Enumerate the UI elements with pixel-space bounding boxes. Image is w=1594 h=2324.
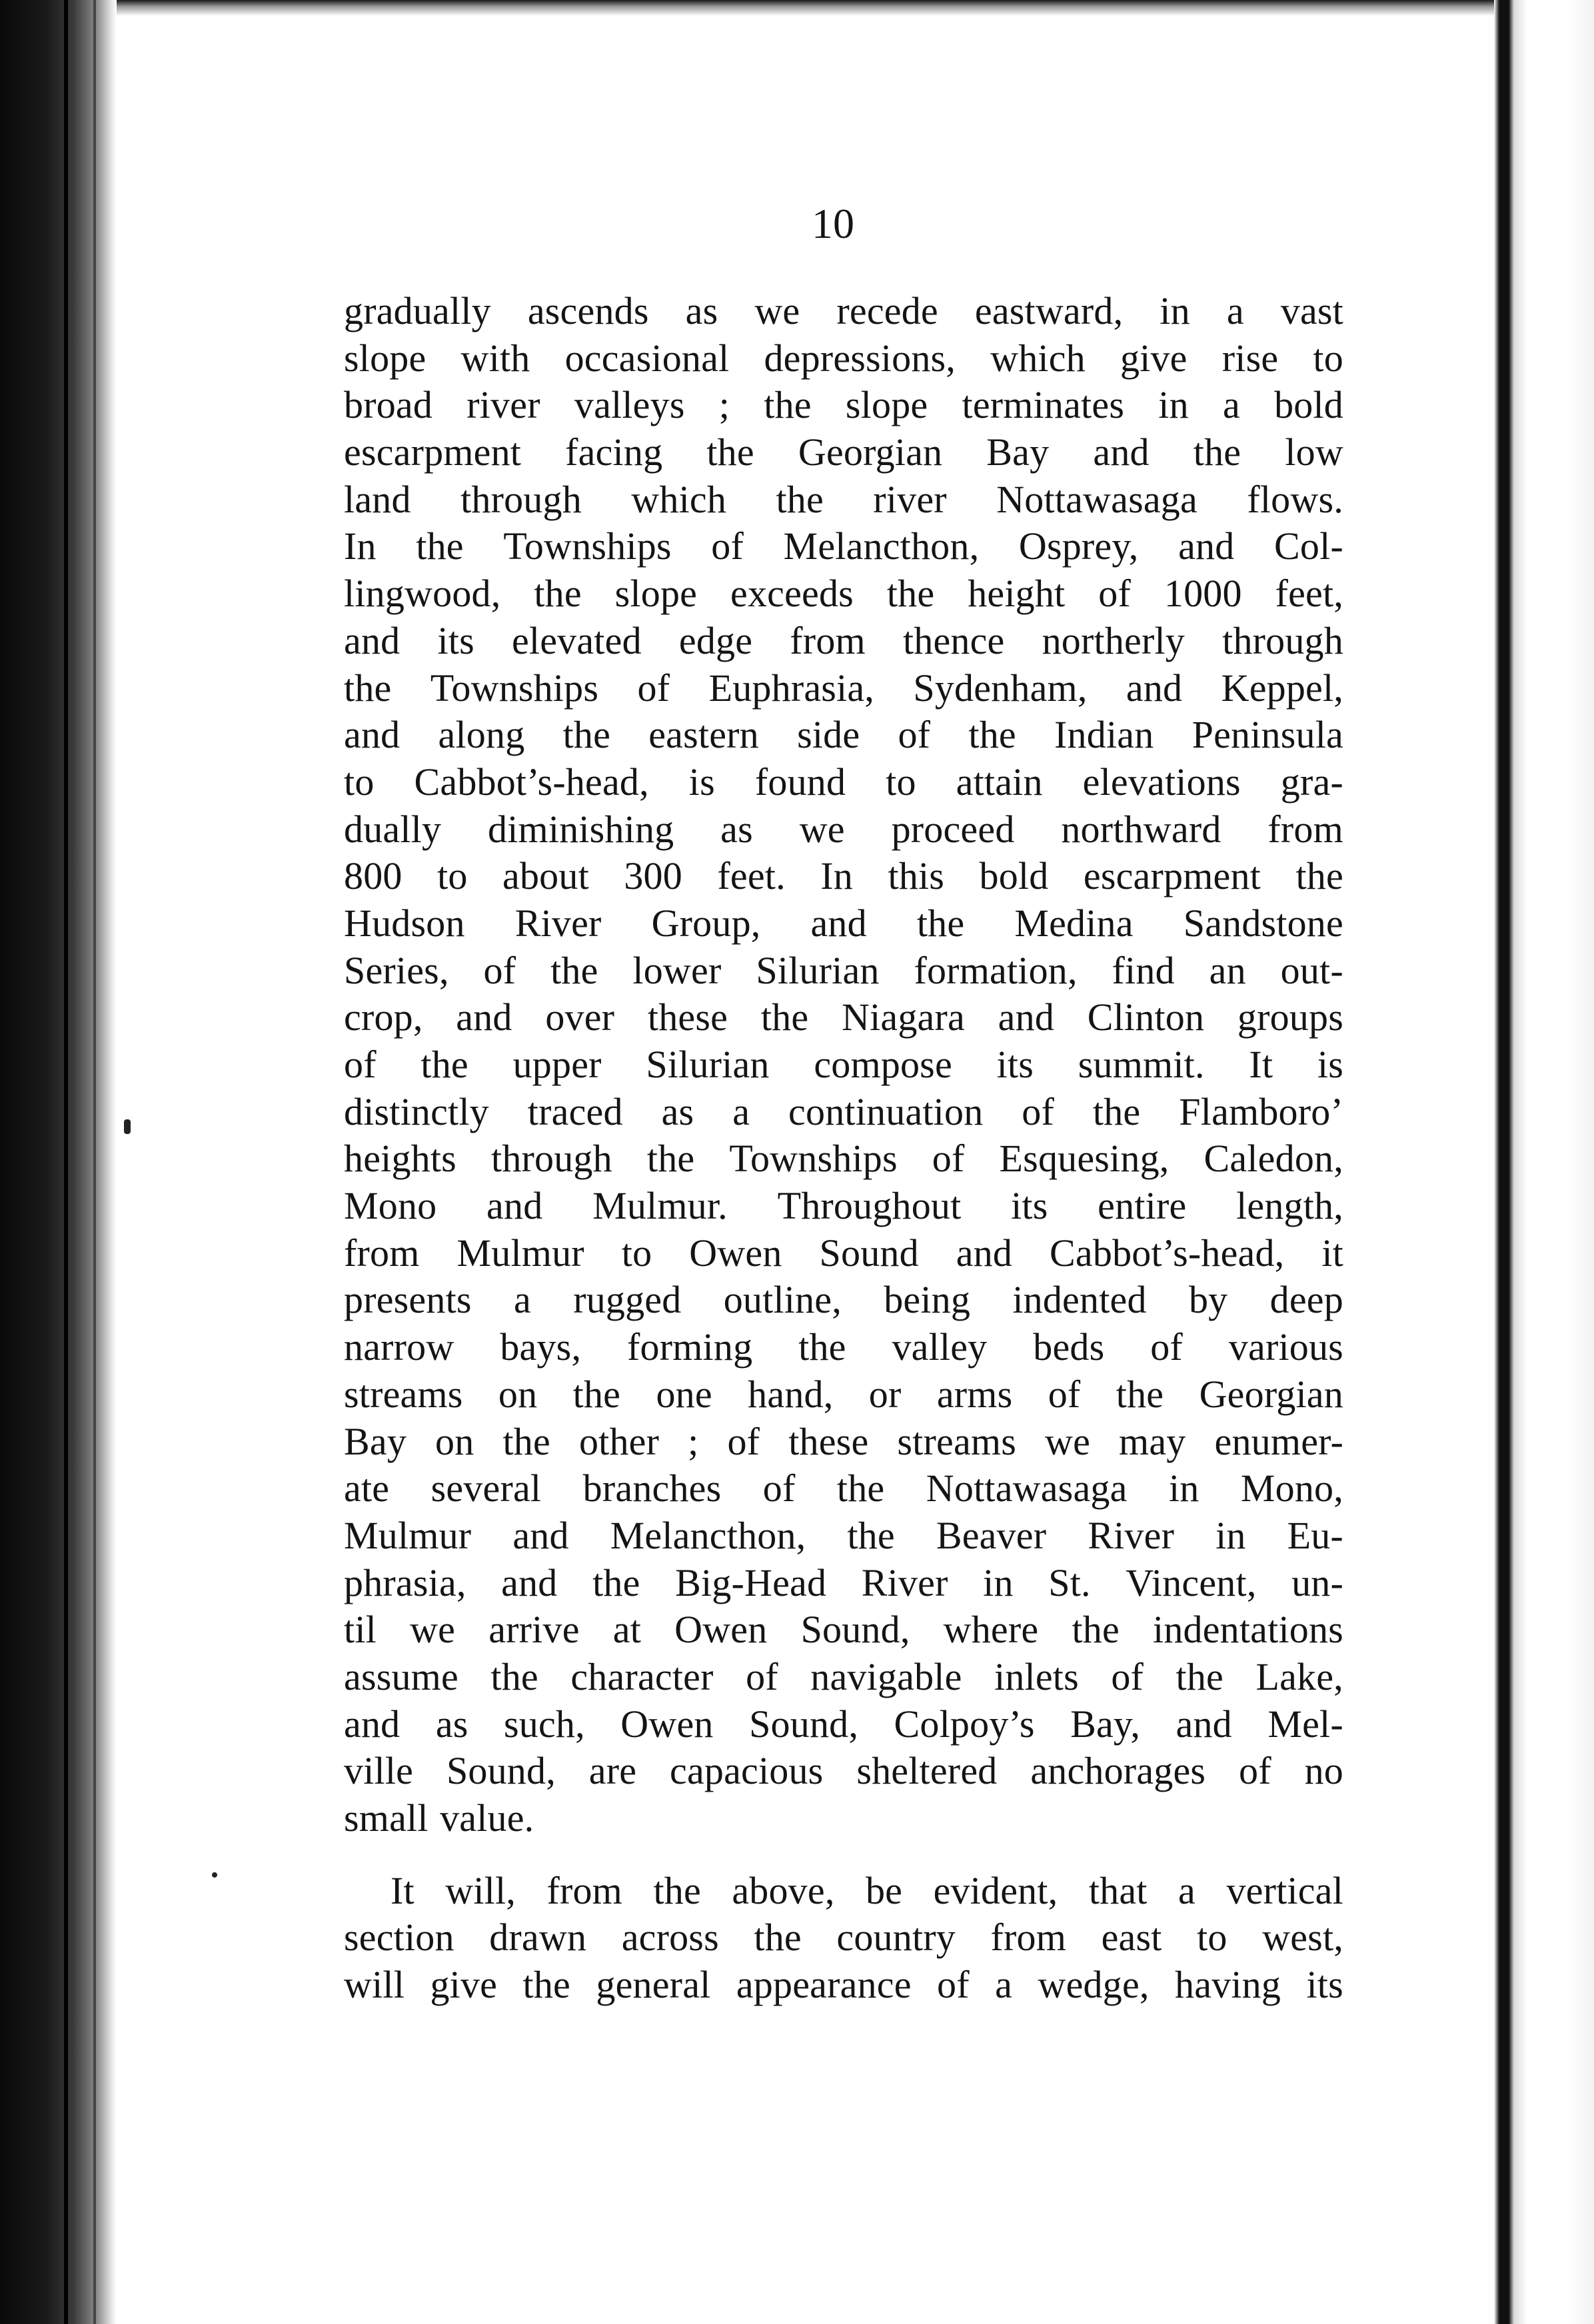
text-line: crop, and over these the Niagara and Clinton groups [344, 995, 1343, 1039]
scan-rule-line [93, 0, 96, 2324]
text-line: assume the character of navigable inlets of the Lake, [344, 1654, 1343, 1698]
text-line: dually diminishing as we proceed northward from [344, 807, 1343, 851]
text-line: to Cabbot’s-head, is found to attain elevations gra- [344, 760, 1343, 804]
text-line: ville Sound, are capacious sheltered anchorages of no [344, 1749, 1343, 1793]
scan-rule-line [64, 0, 68, 2324]
text-line: distinctly traced as a continuation of the Flamboro’ [344, 1089, 1343, 1133]
text-line: and its elevated edge from thence northerly through [344, 618, 1343, 662]
text-line: the Townships of Euphrasia, Sydenham, and Keppel, [344, 666, 1343, 710]
text-line: will give the general appearance of a wedge, having its [344, 1963, 1343, 2007]
text-line: lingwood, the slope exceeds the height of 1000 feet, [344, 572, 1343, 616]
text-line: small value. [344, 1796, 534, 1840]
text-line: streams on the one hand, or arms of the Georgian [344, 1372, 1343, 1416]
text-line: of the upper Silurian compose its summit. It is [344, 1043, 1343, 1086]
scan-border-right [1494, 0, 1594, 2324]
text-line: gradually ascends as we recede eastward, in a vast [344, 289, 1343, 332]
text-line: slope with occasional depressions, which give rise to [344, 336, 1343, 380]
text-line: Hudson River Group, and the Medina Sandstone [344, 901, 1343, 945]
scan-border-top [117, 0, 1494, 16]
text-line: section drawn across the country from east to west, [344, 1916, 1343, 1960]
text-line: land through which the river Nottawasaga flows. [344, 477, 1343, 521]
text-line: and along the eastern side of the Indian Peninsula [344, 713, 1343, 757]
text-line: and as such, Owen Sound, Colpoy’s Bay, and Mel- [344, 1702, 1343, 1746]
text-line: phrasia, and the Big-Head River in St. Vincent, un- [344, 1560, 1343, 1604]
page-number: 10 [812, 200, 854, 247]
scan-speck [124, 1119, 131, 1134]
text-line: from Mulmur to Owen Sound and Cabbot’s-head, it [344, 1231, 1343, 1275]
body-text [344, 288, 1343, 2009]
text-line: 800 to about 300 feet. In this bold escarpment the [344, 854, 1343, 898]
text-line: Mono and Mulmur. Throughout its entire length, [344, 1184, 1343, 1228]
text-line: escarpment facing the Georgian Bay and the low [344, 430, 1343, 474]
text-line: broad river valleys ; the slope terminates in a bold [344, 383, 1343, 427]
text-line: til we arrive at Owen Sound, where the indentations [344, 1608, 1343, 1652]
text-line: In the Townships of Melancthon, Osprey, and Col- [344, 524, 1343, 568]
text-line: heights through the Townships of Esquesing, Caledon, [344, 1137, 1343, 1181]
text-line: Bay on the other ; of these streams we may enumer- [344, 1419, 1343, 1463]
text-line: Mulmur and Melancthon, the Beaver River in Eu- [344, 1513, 1343, 1557]
scan-speck [212, 1872, 217, 1878]
text-line: It will, from the above, be evident, that a vertical [391, 1868, 1343, 1912]
text-line: ate several branches of the Nottawasaga in Mono, [344, 1466, 1343, 1510]
text-line: narrow bays, forming the valley beds of various [344, 1325, 1343, 1369]
text-line: Series, of the lower Silurian formation, find an out- [344, 948, 1343, 992]
text-line: presents a rugged outline, being indented by deep [344, 1278, 1343, 1322]
scan-border-left [0, 0, 117, 2324]
